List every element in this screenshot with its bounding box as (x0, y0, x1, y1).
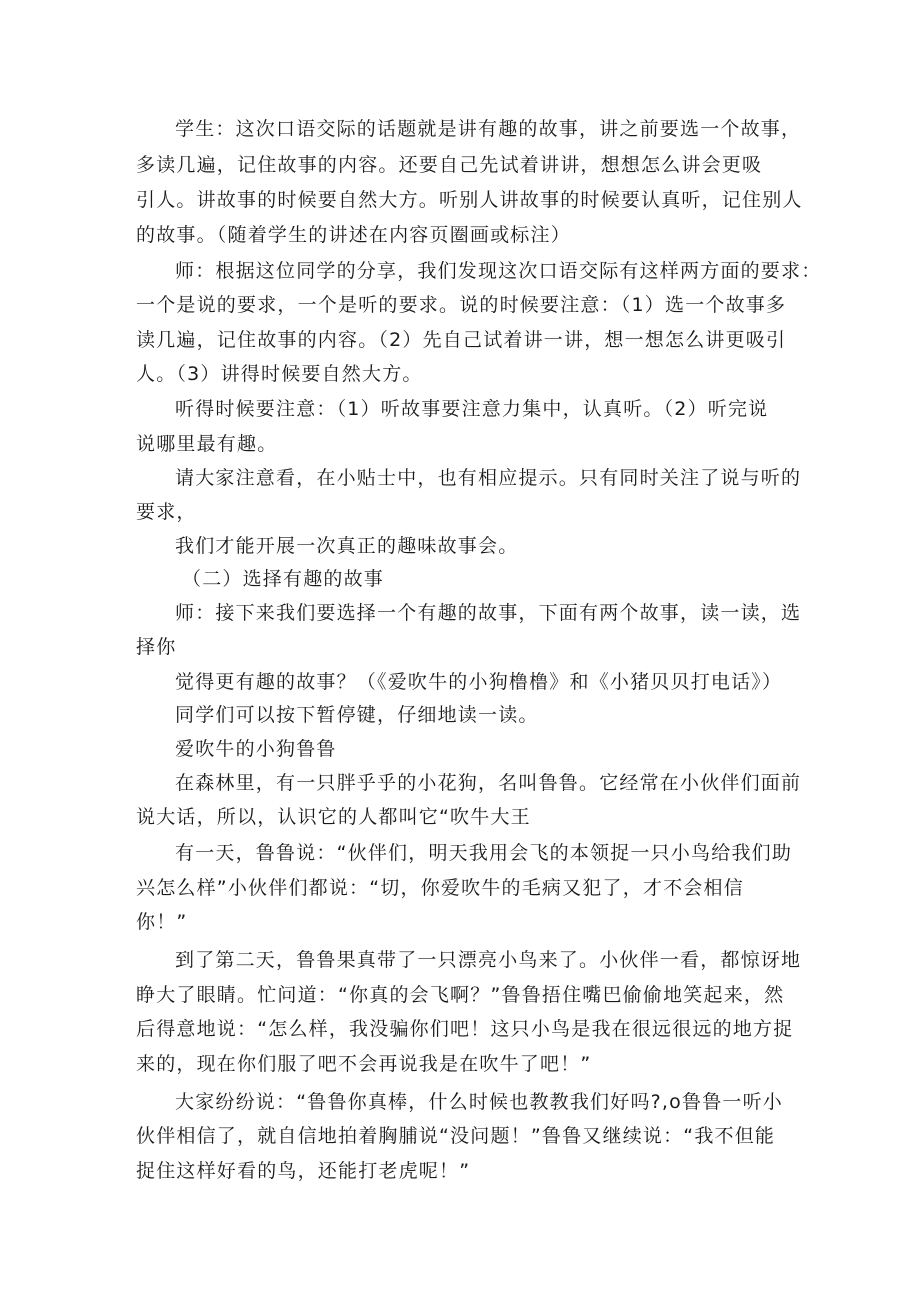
text-line: 说大话，所以，认识它的人都叫它“吹牛大王 (136, 806, 531, 828)
text-line: 一个是说的要求，一个是听的要求。说的时候要注意：（1）选一个故事多 (136, 294, 787, 316)
text-line: 在森林里，有一只胖乎乎的小花狗，名叫鲁鲁。它经常在小伙伴们面前 (175, 772, 802, 794)
text-line: 捉住这样好看的鸟，还能打老虎呢！” (136, 1160, 471, 1182)
text-line: 伙伴相信了，就自信地拍着胸脯说“没问题！”鲁鲁又继续说：“我不但能 (136, 1125, 776, 1147)
text-line: 引人。讲故事的时候要自然大方。听别人讲故事的时候要认真听，记住别人 (136, 189, 803, 211)
text-line: 读几遍，记住故事的内容。（2）先自己试着讲一讲，想一想怎么讲更吸引 (136, 329, 787, 351)
text-line: 师：根据这位同学的分享，我们发现这次口语交际有这样两方面的要求： (175, 260, 822, 282)
text-line: 人。（3）讲得时候要自然大方。 (136, 363, 423, 385)
text-line: 兴怎么样”小伙伴们都说：“切，你爱吹牛的毛病又犯了，才不会相信 (136, 877, 744, 899)
text-line: 到了第二天，鲁鲁果真带了一只漂亮小鸟来了。小伙伴一看，都惊讶地 (175, 949, 802, 971)
text-line: 多读几遍，记住故事的内容。还要自己先试着讲讲，想想怎么讲会更吸 (136, 154, 763, 176)
text-line: 请大家注意看，在小贴士中，也有相应提示。只有同时关注了说与听的 (175, 467, 802, 489)
text-line: 来的，现在你们服了吧不会再说我是在吹牛了吧！” (136, 1053, 592, 1075)
text-line: 学生：这次口语交际的话题就是讲有趣的故事，讲之前要选一个故事， (175, 118, 802, 140)
text-line: 的故事。（随着学生的讲述在内容页圈画或标注） (136, 224, 571, 246)
text-line: 你！” (136, 911, 188, 933)
text-line: 择你 (136, 636, 177, 658)
text-line: 有一天，鲁鲁说：“伙伴们，明天我用会飞的本领捉一只小鸟给我们助 (175, 842, 793, 864)
text-line: 我们才能开展一次真正的趣味故事会。 (175, 535, 519, 557)
text-line: 后得意地说：“怎么样，我没骗你们吧！这只小鸟是我在很远很远的地方捉 (136, 1018, 794, 1040)
text-line: 听得时候要注意：（1）听故事要注意力集中，认真听。（2）听完说 (175, 398, 769, 420)
text-line: 觉得更有趣的故事？（《爱吹牛的小狗橹橹》和《小猪贝贝打电话》） (175, 671, 783, 693)
text-line: 师：接下来我们要选择一个有趣的故事，下面有两个故事，读一读，选 (175, 602, 802, 624)
text-line: 大家纷纷说：“鲁鲁你真棒，什么时候也教教我们好吗?,o鲁鲁一听小 (175, 1091, 783, 1113)
story-title: 爱吹牛的小狗鲁鲁 (175, 738, 337, 760)
text-line: 要求， (136, 501, 197, 523)
text-line: 同学们可以按下暂停键，仔细地读一读。 (175, 704, 539, 726)
section-heading: （二）选择有趣的故事 (182, 568, 385, 590)
text-line: 说哪里最有趣。 (136, 433, 278, 455)
text-line: 睁大了眼睛。忙问道：“你真的会飞啊？”鲁鲁捂住嘴巴偷偷地笑起来，然 (136, 984, 785, 1006)
